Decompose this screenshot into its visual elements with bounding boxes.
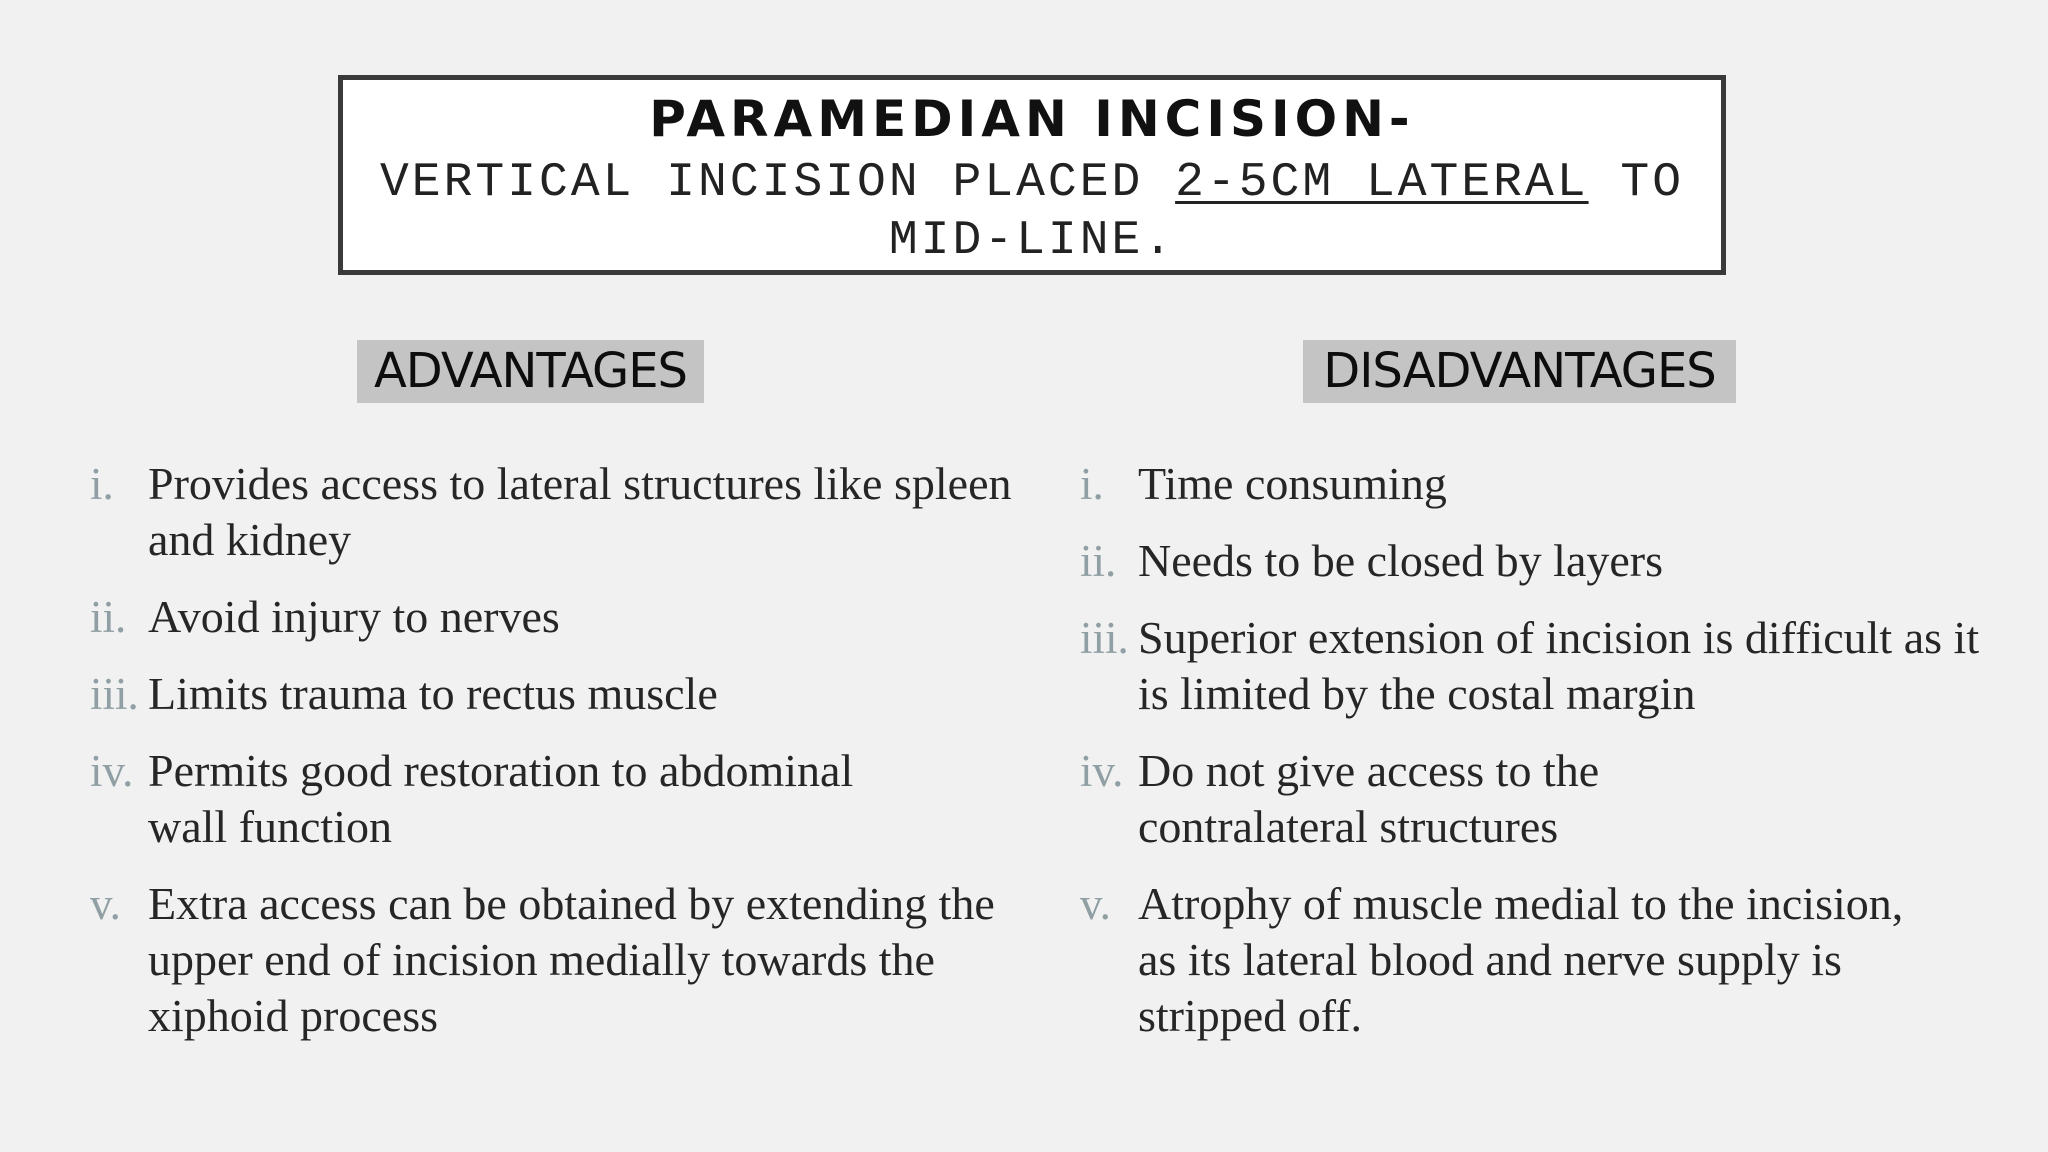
list-item: [1080, 876, 1918, 1044]
item-text: Do not give access to the contralateral structures: [1138, 745, 1600, 852]
advantages-heading: ADVANTAGES: [357, 340, 704, 403]
list-item: [90, 456, 1018, 568]
title-box: [338, 75, 1726, 275]
subtitle-part-2: TO MID-LINE.: [888, 156, 1684, 268]
list-item: [90, 743, 868, 855]
subtitle-underlined: 2-5CM LATERAL: [1175, 156, 1589, 210]
list-item: [1080, 743, 1738, 855]
item-text: Atrophy of muscle medial to the incision, as its lateral blood and nerve supply is stripped off.: [1138, 878, 1904, 1041]
item-number: iii.: [90, 669, 139, 719]
item-number: iii.: [1080, 613, 1129, 663]
item-number: ii.: [1080, 536, 1117, 586]
advantages-list: [90, 456, 1012, 1065]
item-number: iv.: [1080, 746, 1124, 796]
list-item: [90, 589, 990, 645]
item-text: Avoid injury to nerves: [148, 591, 560, 642]
item-text: Limits trauma to rectus muscle: [148, 668, 718, 719]
list-item: [1080, 456, 2020, 512]
item-number: iv.: [90, 746, 134, 796]
item-text: Permits good restoration to abdominal wall function: [148, 745, 854, 852]
item-number: i.: [1080, 459, 1104, 509]
item-text: Extra access can be obtained by extending the upper end of incision medially towards the xiphoid process: [148, 878, 995, 1041]
subtitle-part-1: VERTICAL INCISION PLACED: [379, 156, 1176, 210]
item-text: Provides access to lateral structures like spleen and kidney: [148, 458, 1012, 565]
list-item: [90, 876, 1028, 1044]
item-text: Time consuming: [1138, 458, 1447, 509]
disadvantages-list: [1080, 456, 2020, 1065]
item-number: i.: [90, 459, 114, 509]
slide-subtitle: [343, 154, 1721, 270]
item-text: Needs to be closed by layers: [1138, 535, 1664, 586]
item-number: v.: [90, 879, 121, 929]
list-item: [90, 666, 990, 722]
list-item: [1080, 610, 2020, 722]
item-number: ii.: [90, 592, 127, 642]
slide-title: PARAMEDIAN INCISION-: [649, 90, 1415, 148]
disadvantages-heading: DISADVANTAGES: [1303, 340, 1736, 403]
item-number: v.: [1080, 879, 1111, 929]
item-text: Superior extension of incision is difficult as it is limited by the costal margin: [1138, 612, 1980, 719]
list-item: [1080, 533, 2020, 589]
